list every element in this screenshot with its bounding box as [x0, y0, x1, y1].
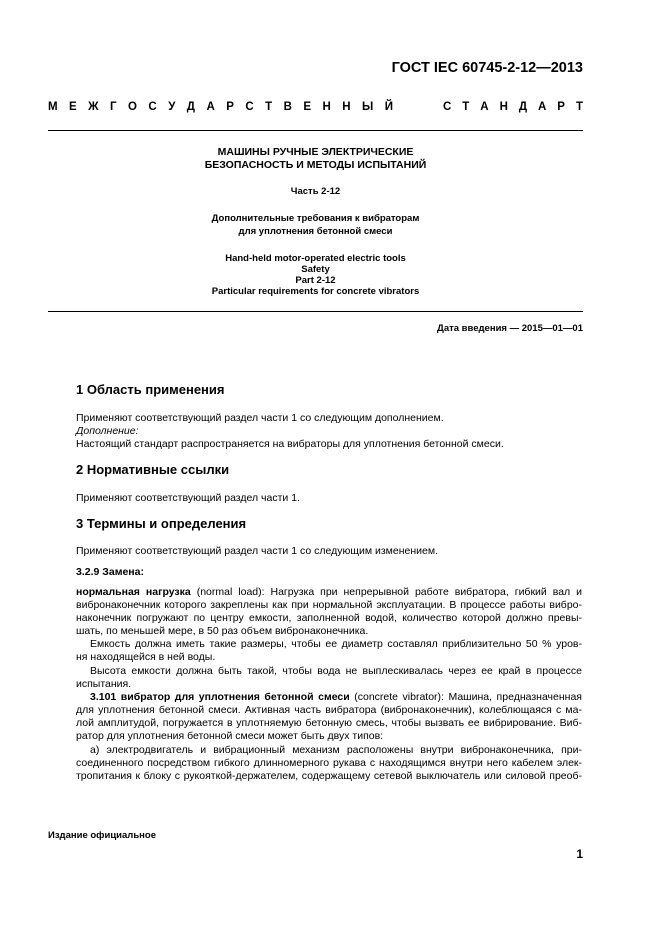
english-title-1: Hand-held motor-operated electric tools: [225, 253, 406, 264]
normal-load-line-4: шать, по меньшей мере, в 50 раз объем вибронаконечника.: [76, 625, 369, 637]
subtitle-line-2: для уплотнения бетонной смеси: [238, 226, 393, 237]
banner-interstate-letter: Н: [342, 101, 351, 113]
section-1-text-1: Применяют соответствующий раздел части 1 со следующим дополнением.: [76, 412, 444, 424]
banner-interstate-letter: У: [168, 101, 176, 113]
banner-standard-letter: С: [443, 101, 452, 113]
normal-load-term: нормальная нагрузка: [76, 586, 191, 598]
english-title-3: Part 2-12: [295, 275, 336, 286]
type-a-paragraph: [76, 744, 582, 783]
section-3-subheading: 3.2.9 Замена:: [76, 566, 144, 578]
vibrator-term: 3.101 вибратор для уплотнения бетонной смеси: [90, 691, 350, 703]
height-line-2: испытания.: [76, 678, 132, 690]
banner-standard-letter: Т: [575, 101, 583, 113]
title-line-1: МАШИНЫ РУЧНЫЕ ЭЛЕКТРИЧЕСКИЕ: [217, 146, 414, 158]
banner-interstate-letter: О: [128, 101, 137, 113]
normal-load-line-1: нормальная нагрузка (normal load): Нагрузка при непрерывной работе вибратора, гибкий вал и: [76, 586, 582, 598]
section-1-text-2: Настоящий стандарт распространяется на вибраторы для уплотнения бетонной смеси.: [76, 438, 504, 450]
english-title-2: Safety: [301, 264, 330, 275]
banner-interstate-letter: С: [245, 101, 254, 113]
official-edition-label: Издание официальное: [48, 830, 156, 841]
title-part: Часть 2-12: [290, 186, 341, 197]
banner-interstate-letter: Ы: [362, 101, 374, 113]
section-1-heading: 1 Область применения: [76, 382, 225, 397]
capacity-line-2: ня находящейся в ней воды.: [76, 651, 216, 663]
type-a-line-3: тропитания к блоку с рукояткой-держателем, содержащему сетевой выключатель или силовой преоб-: [76, 770, 582, 782]
height-line-1: Высота емкости должна быть такой, чтобы вода не выплескивалась через ее край в процессе: [90, 665, 582, 677]
banner-interstate-letter: Д: [186, 101, 195, 113]
introduction-date: Дата введения — 2015—01—01: [437, 323, 583, 334]
section-2-heading: 2 Нормативные ссылки: [76, 462, 230, 477]
normal-load-line-3: наконечник погружают по центру емкости, заполненной водой, количество которой должно превы-: [76, 612, 582, 624]
section-1-addition-label: Дополнение:: [76, 425, 139, 437]
banner-interstate-letter: Е: [69, 101, 77, 113]
vibrator-line-1: 3.101 вибратор для уплотнения бетонной смеси (concrete vibrator): Машина, предназначенная: [90, 691, 582, 703]
banner-standard-letter: Д: [518, 101, 528, 113]
divider-top: [48, 130, 583, 131]
document-number: ГОСТ IEC 60745-2-12—2013: [391, 60, 583, 76]
banner-interstate-letter: В: [283, 101, 292, 113]
vibrator-line-3: лой амплитудой, погружается в уплотняемую бетонную смесь, чтобы вызвать ее вибрирование. Виб-: [76, 717, 582, 729]
banner-standard-letter: А: [538, 101, 547, 113]
vibrator-line-4: ратор для уплотнения бетонной смеси может быть двух типов:: [76, 730, 384, 742]
type-a-line-1: а) электродвигатель и вибрационный механизм расположены внутри вибронаконечника, при-: [90, 744, 582, 756]
capacity-paragraph: [76, 638, 582, 664]
banner-interstate-letter: Е: [303, 101, 312, 113]
banner-interstate-letter: Ж: [88, 101, 99, 113]
banner-interstate-letter: Н: [322, 101, 331, 113]
banner-interstate-letter: Й: [384, 101, 393, 113]
standard-banner: [48, 101, 583, 113]
banner-interstate-letter: Р: [226, 101, 234, 113]
banner-standard-letter: Т: [462, 101, 470, 113]
banner-standard-letter: Н: [499, 101, 508, 113]
title-line-2: БЕЗОПАСНОСТЬ И МЕТОДЫ ИСПЫТАНИЙ: [204, 159, 427, 171]
section-3-text-1: Применяют соответствующий раздел части 1 со следующим изменением.: [76, 545, 438, 557]
banner-interstate-letter: Т: [265, 101, 273, 113]
banner-interstate-letter: М: [48, 101, 58, 113]
banner-standard: [443, 101, 583, 113]
divider-middle: [48, 311, 583, 312]
english-title-4: Particular requirements for concrete vibrators: [211, 286, 420, 297]
normal-load-line-2: вибронаконечник которого закреплены как при нормальной эксплуатации. В процессе работы вибро-: [76, 599, 582, 611]
subtitle-line-1: Дополнительные требования к вибраторам: [211, 213, 420, 224]
vibrator-line-2: для уплотнения бетонной смеси. Активная часть вибратора (вибронаконечник), колеблющаяся с ма-: [76, 704, 582, 716]
banner-standard-letter: А: [480, 101, 489, 113]
concrete-vibrator-definition: [76, 691, 582, 743]
page-number: 1: [576, 847, 583, 861]
type-a-line-2: соединенного посредством гибкого длинномерного рукава с находящимся внутри него кабелем элек-: [76, 757, 582, 769]
normal-load-definition: [76, 586, 582, 638]
banner-interstate-letter: Г: [110, 101, 117, 113]
section-2-text-1: Применяют соответствующий раздел части 1.: [76, 492, 300, 504]
banner-interstate: [48, 101, 393, 113]
section-3-heading: 3 Термины и определения: [76, 516, 247, 531]
height-paragraph: [76, 665, 582, 691]
banner-interstate-letter: С: [148, 101, 157, 113]
capacity-line-1: Емкость должна иметь такие размеры, чтобы ее диаметр составлял приблизительно 50 % уров-: [90, 638, 582, 650]
banner-interstate-letter: А: [206, 101, 215, 113]
banner-standard-letter: Р: [557, 101, 565, 113]
